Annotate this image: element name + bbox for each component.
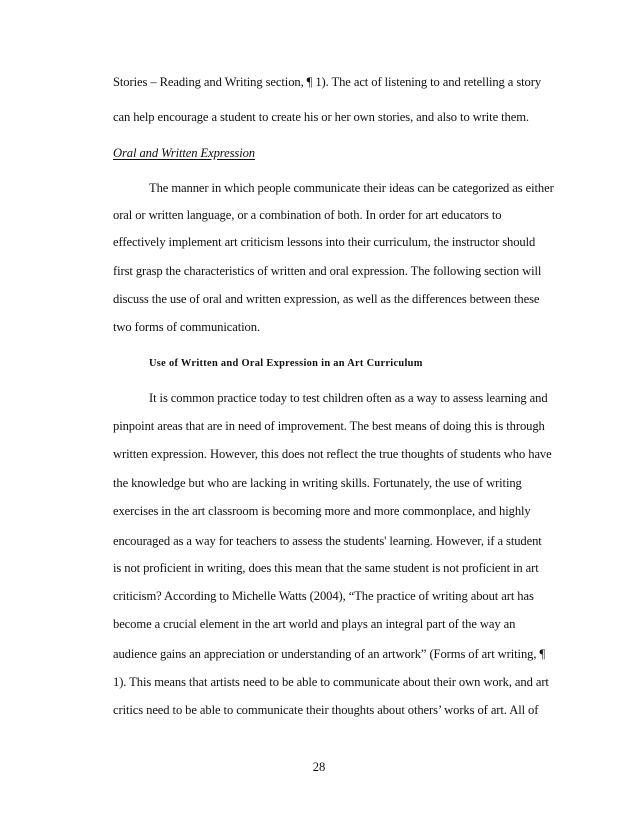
section-paragraph-line-2: oral or written language, or a combination of both. In order for art educators to: [113, 208, 502, 222]
subsection-paragraph-line-5: exercises in the art classroom is becoming more and more commonplace, and highly: [113, 504, 531, 518]
intro-line-1: Stories – Reading and Writing section, ¶ 1). The act of listening to and retelling a story: [113, 75, 542, 89]
page-number: 28: [312, 760, 326, 774]
intro-line-2: can help encourage a student to create his or her own stories, and also to write them.: [113, 110, 529, 124]
subsection-paragraph-line-6: encouraged as a way for teachers to assess the students' learning. However, if a student: [113, 534, 542, 548]
section-paragraph-line-5: discuss the use of oral and written expression, as well as the differences between these: [113, 292, 540, 306]
subsection-paragraph-line-8: criticism? According to Michelle Watts (2004), “The practice of writing about art has: [113, 589, 534, 603]
section-paragraph-line-4: first grasp the characteristics of written and oral expression. The following section will: [113, 264, 542, 278]
subsection-paragraph-line-11: 1). This means that artists need to be able to communicate about their own work, and art: [113, 675, 549, 689]
subsection-paragraph-line-9: become a crucial element in the art world and plays an integral part of the way an: [113, 617, 516, 631]
subsection-paragraph-line-12: critics need to be able to communicate their thoughts about others’ works of art. All of: [113, 703, 539, 717]
section-paragraph-line-6: two forms of communication.: [113, 320, 260, 334]
subsection-paragraph-line-7: is not proficient in writing, does this mean that the same student is not proficient in art: [113, 561, 539, 575]
subsection-paragraph-line-1: It is common practice today to test children often as a way to assess learning and: [149, 391, 548, 405]
subsection-paragraph-line-10: audience gains an appreciation or understanding of an artwork” (Forms of art writing, ¶: [113, 647, 546, 661]
subsection-paragraph-line-4: the knowledge but who are lacking in writing skills. Fortunately, the use of writing: [113, 476, 522, 490]
subsection-paragraph-line-3: written expression. However, this does not reflect the true thoughts of students who have: [113, 447, 552, 461]
section-paragraph-line-3: effectively implement art criticism lessons into their curriculum, the instructor should: [113, 235, 536, 249]
subsection-heading: Use of Written and Oral Expression in an Art Curriculum: [149, 358, 423, 369]
section-paragraph-line-1: The manner in which people communicate their ideas can be categorized as either: [149, 181, 554, 195]
section-heading: Oral and Written Expression: [113, 146, 256, 160]
subsection-paragraph-line-2: pinpoint areas that are in need of improvement. The best means of doing this is through: [113, 419, 545, 433]
